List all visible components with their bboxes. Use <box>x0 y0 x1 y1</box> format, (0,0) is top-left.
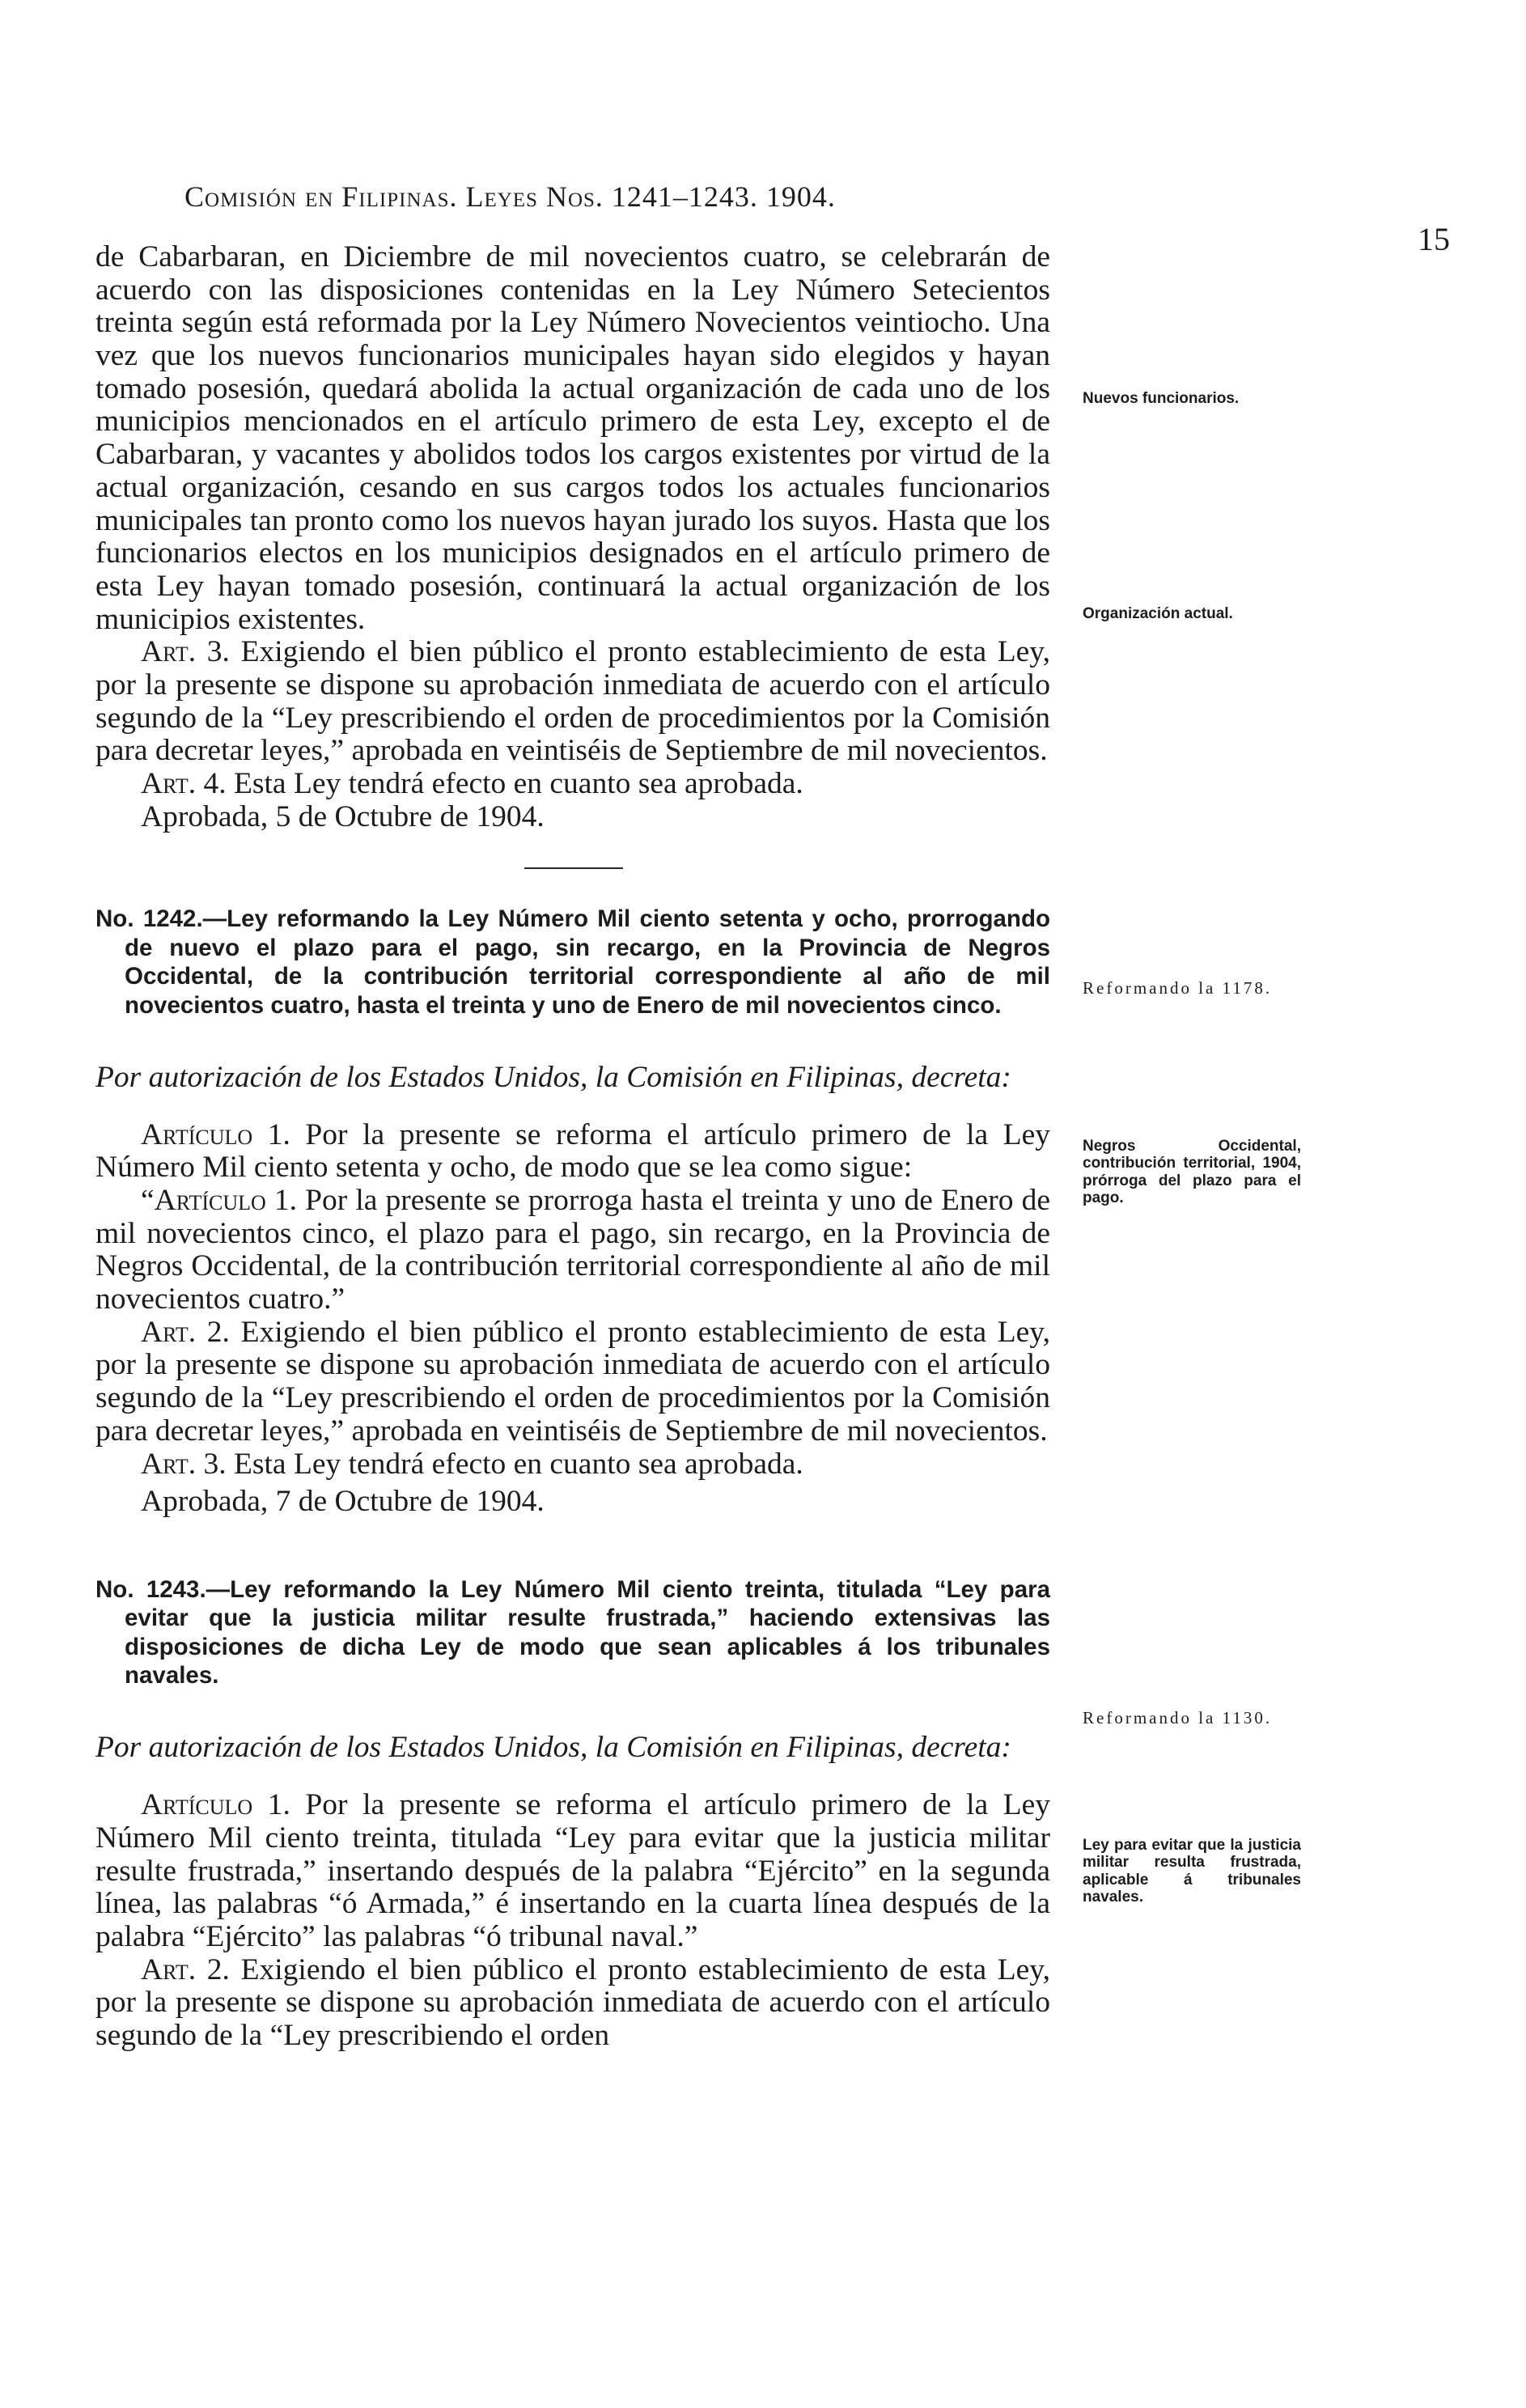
law-1243-preamble: Por autorización de los Estados Unidos, la Comisión en Filipinas, decreta: <box>95 1731 1011 1765</box>
article-text: Esta Ley tendrá efecto en cuanto sea aprobada. <box>234 767 803 800</box>
margin-note-organizacion-actual: Organización actual. <box>1083 605 1233 622</box>
margin-note-negros-occidental: Negros Occidental, contribución territorial, 1904, prórroga del plazo para el pago. <box>1083 1138 1301 1206</box>
article-label: Artículo 1. <box>141 1788 290 1822</box>
main-text-column <box>95 241 1050 2053</box>
spacer <box>95 1519 1050 1575</box>
law-1242-heading: No. 1242.—Ley reformando la Ley Número Mil ciento setenta y ocho, prorrogando de nuevo el plazo para el pago, sin recargo, en la Provincia de Negros Occidental, de la contribución territorial correspondiente al año de mil novecientos cuatro, hasta el treinta y uno de Enero de mil novecientos cinco. <box>95 905 1050 1019</box>
law-1243-article-1 <box>95 1789 1050 1953</box>
article-text: Exigiendo el bien público el pronto establecimiento de esta Ley, por la presente se dispone su aprobación inmediata de acuerdo con el artículo segundo de la “Ley prescribiendo el orden de procedimientos por la Comisión para decretar leyes,” aprobada en veintiséis de Septiembre de mil novecientos. <box>95 635 1051 768</box>
law-1242-article-3 <box>95 1448 1050 1482</box>
article-label: Art. 4. <box>141 767 227 800</box>
law-1241-paragraph: de Cabarbaran, en Diciembre de mil novecientos cuatro, se celebrarán de acuerdo con las disposiciones contenidas en la Ley Número Setecientos treinta según está reformada por la Ley Número Novecientos veintiocho. Una vez que los nuevos funcionarios municipales hayan sido elegidos y hayan tomado posesión, quedará abolida la actual organización de cada uno de los municipios mencionados en el artículo primero de esta Ley, excepto el de Cabarbaran, y vacantes y abolidos todos los cargos existentes por virtud de la actual organización, cesando en sus cargos todos los actuales funcionarios municipales tan pronto como los nuevos hayan jurado los suyos. Hasta que los funcionarios electos en los municipios designados en el artículo primero de esta Ley hayan tomado posesión, continuará la actual organización de los municipios existentes. <box>95 240 1050 636</box>
article-label: Art. 3. <box>141 635 230 669</box>
article-text: Exigiendo el bien público el pronto establecimiento de esta Ley, por la presente se dispone su aprobación inmediata de acuerdo con el artículo segundo de la “Ley prescribiendo el orden de procedimientos por la Comisión para decretar leyes,” aprobada en veintiséis de Septiembre de mil novecientos. <box>95 1315 1051 1448</box>
article-label: Art. 3. <box>141 1447 227 1481</box>
law-1242-article-1 <box>95 1119 1050 1185</box>
law-1241-article-4 <box>95 768 1050 801</box>
article-label: Art. 2. <box>141 1315 230 1349</box>
law-1243-heading: No. 1243.—Ley reformando la Ley Número Mil ciento treinta, titulada “Ley para evitar que la justicia militar resulte frustrada,” haciendo extensivas las disposiciones de dicha Ley de modo que sean aplicables á los tribunales navales. <box>95 1575 1050 1689</box>
article-text: Por la presente se reforma el artículo primero de la Ley Número Mil ciento treinta, titulada “Ley para evitar que la justicia militar resulte frustrada,” insertando después de la palabra “Ejército” en la segunda línea, las palabras “ó Armada,” é insertando en la cuarta línea después de la palabra “Ejército” las palabras “ó tribunal naval.” <box>95 1788 1051 1953</box>
article-text: Por la presente se prorroga hasta el treinta y uno de Enero de mil novecientos cinco, el plazo para el pago, sin recargo, en la Provincia de Negros Occidental, de la contribución territorial correspondiente al año de mil novecientos cuatro.” <box>95 1184 1050 1316</box>
page-number: 15 <box>1418 221 1450 257</box>
article-text: Por la presente se reforma el artículo primero de la Ley Número Mil ciento setenta y ocho, de modo que se lea como sigue: <box>95 1117 1051 1185</box>
margin-note-reformando-1178: Reformando la 1178. <box>1083 978 1273 998</box>
law-1242-approved: Aprobada, 7 de Octubre de 1904. <box>141 1485 545 1519</box>
law-1241-article-3 <box>95 636 1050 768</box>
article-label: Artículo 1. <box>141 1117 290 1151</box>
margin-note-nuevos-funcionarios: Nuevos funcionarios. <box>1083 390 1240 407</box>
article-label: Art. 2. <box>141 1952 230 1986</box>
law-1242-article-2 <box>95 1316 1050 1448</box>
article-label: “Artículo 1. <box>141 1184 298 1217</box>
section-divider <box>524 867 623 869</box>
law-1243-article-2 <box>95 1954 1050 2053</box>
running-head: Comisión en Filipinas. Leyes Nos. 1241–1243. 1904. <box>184 180 836 213</box>
article-text: Esta Ley tendrá efecto en cuanto sea aprobada. <box>234 1447 803 1481</box>
margin-note-ley-para-evitar: Ley para evitar que la justicia militar resulta frustrada, aplicable á tribunales navales. <box>1083 1837 1301 1906</box>
law-1242-quoted-article <box>95 1185 1050 1316</box>
law-1241-approved: Aprobada, 5 de Octubre de 1904. <box>141 799 545 833</box>
margin-note-reformando-1130: Reformando la 1130. <box>1083 1708 1273 1728</box>
article-text: Exigiendo el bien público el pronto establecimiento de esta Ley, por la presente se dispone su aprobación inmediata de acuerdo con el artículo segundo de la “Ley prescribiendo el orden <box>95 1952 1051 2052</box>
law-1242-preamble: Por autorización de los Estados Unidos, la Comisión en Filipinas, decreta: <box>95 1060 1011 1094</box>
